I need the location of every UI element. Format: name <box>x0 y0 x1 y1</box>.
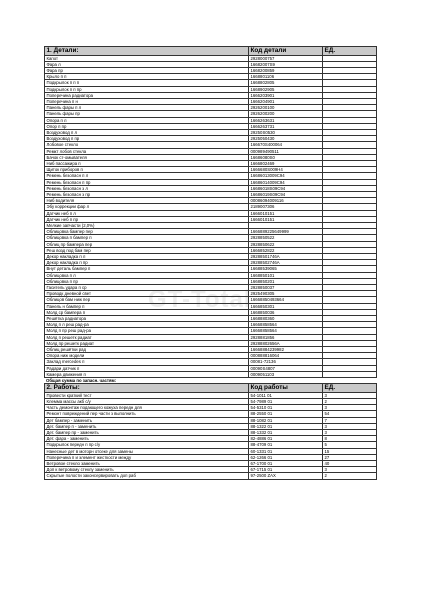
part-code-cell: 1668200859 <box>249 67 323 73</box>
part-code-cell: 16668884239982 <box>249 347 323 353</box>
part-name-cell: Ремень безопасн п л <box>45 173 249 179</box>
part-name-cell: Заклад mercedes п <box>45 359 249 365</box>
part-code-cell: 1668880360 <box>249 316 323 322</box>
part-name-cell: Облицовка п пр <box>45 278 249 284</box>
part-name-cell: Опора ниж модели <box>45 353 249 359</box>
works-header-code: Код работы <box>249 384 323 393</box>
part-code-cell: 29288501746A <box>249 254 323 260</box>
part-code-cell: 1668850036 <box>249 309 323 315</box>
part-code-cell: 1668902905 <box>249 86 323 92</box>
part-name-cell: Камера движения п <box>45 371 249 377</box>
part-code-cell: 1666010151 <box>249 210 323 216</box>
part-code-cell: 1668801106 <box>249 74 323 80</box>
part-name-cell: Датчик неб п л <box>45 210 249 216</box>
part-name-cell: Молд пр решетк радиат <box>45 340 249 346</box>
part-code-cell: 29288502746A <box>249 260 323 266</box>
part-name-cell: Молд п л реш рад-ра <box>45 322 249 328</box>
work-name-cell: Дет. бампер п - заменить <box>45 423 249 429</box>
parts-table <box>44 46 377 480</box>
part-code-cell: 2928850522 <box>249 235 323 241</box>
part-name-cell: Поперечина радиатора <box>45 92 249 98</box>
part-code-cell: 16682007S9 <box>249 61 323 67</box>
part-name-cell: Молд ср бампера п <box>45 309 249 315</box>
part-name-cell: Крыло п п <box>45 74 249 80</box>
part-name-cell: Облиц решётки рад <box>45 347 249 353</box>
part-name-cell: Ремень безопасн п пр <box>45 179 249 185</box>
work-name-cell: Провести краткий тест <box>45 392 249 398</box>
works-header-unit: ЕД. <box>323 384 377 393</box>
parts-header-name: 1. Детали: <box>45 47 249 56</box>
part-name-cell: Панель фары п л <box>45 105 249 111</box>
part-name-cell: Облицовка бампер пер <box>45 229 249 235</box>
part-name-cell: Поперечина п н <box>45 98 249 104</box>
part-name-cell: Щиток приборов п <box>45 167 249 173</box>
part-code-cell: 16668858564 <box>249 328 323 334</box>
part-code-cell: 16668850493664 <box>249 297 323 303</box>
part-name-cell: Облицов бам ниж пер <box>45 297 249 303</box>
work-code-cell: 54-7989 01 <box>249 398 323 404</box>
part-code-cell: 1668850101 <box>249 272 323 278</box>
work-unit-cell: 54 <box>323 411 377 417</box>
work-name-cell: Клемма массы акб с/у <box>45 398 249 404</box>
work-name-cell: Нанесные дет в моторн отсеке для замены <box>45 448 249 454</box>
part-name-cell: Облиц пр бампера пер <box>45 241 249 247</box>
part-name-cell: Воздуховод п л <box>45 129 249 135</box>
work-unit-cell: 7 <box>323 417 377 423</box>
parts-header-row <box>45 47 377 56</box>
part-code-cell: 16686080S0 <box>249 154 323 160</box>
work-unit-cell: 3 <box>323 405 377 411</box>
part-name-cell: Подкрылок п п пр <box>45 86 249 92</box>
work-code-cell: 88-1082 01 <box>249 417 323 423</box>
part-code-cell: 2928881856 <box>249 334 323 340</box>
part-code-cell: 16686019S09C94 <box>249 191 323 197</box>
work-unit-cell: 3 <box>323 392 377 398</box>
part-name-cell: Внут деталь бампер п <box>45 266 249 272</box>
part-name-cell: Реш возд под бам пер <box>45 247 249 253</box>
part-code-cell: 16668858564 <box>249 322 323 328</box>
part-code-cell: 2926200100 <box>249 105 323 111</box>
work-code-cell: 62-1266 01 <box>249 454 323 460</box>
parts-total-label: Общая сумма по запасн. частям: <box>46 378 117 384</box>
work-row <box>45 473 377 479</box>
work-unit-cell: 15 <box>323 448 377 454</box>
work-code-cell: 88-4709 01 <box>249 442 323 448</box>
work-code-cell: 88-1332 01 <box>249 429 323 435</box>
work-unit-cell: 40 <box>323 461 377 467</box>
part-name-cell: Облицовка п бампер п <box>45 235 249 241</box>
part-code-cell: 1666010151 <box>249 216 323 222</box>
part-name-cell: Подкрылок п п п <box>45 80 249 86</box>
part-code-cell: 1668850201 <box>249 278 323 284</box>
part-name-cell: Ремень безопасн з пр <box>45 191 249 197</box>
work-code-cell: 88-1322 01 <box>249 423 323 429</box>
part-code-cell: 2926200200 <box>249 111 323 117</box>
part-name-cell: Бачок ст-омывателя <box>45 154 249 160</box>
part-code-cell: 2189007306 <box>249 204 323 210</box>
part-code-cell: 29250S0530 <box>249 129 323 135</box>
part-name-cell: Декор накладка п л <box>45 254 249 260</box>
work-code-cell: 82-4886 01 <box>249 436 323 442</box>
part-name-cell: Проводк дневной свет <box>45 291 249 297</box>
work-name-cell: Ветровое стекло заменить <box>45 461 249 467</box>
part-name-cell: Фара л <box>45 61 249 67</box>
watermark: GT-Total <box>148 286 252 313</box>
part-code-cell: 2925050430 <box>249 136 323 142</box>
estimate-sheet <box>44 46 376 480</box>
part-name-cell: Облицовка п л <box>45 272 249 278</box>
part-code-cell: 1668802805 <box>249 80 323 86</box>
work-name-cell: Дет бампер - заменить <box>45 417 249 423</box>
part-code-cell: 000989490511 <box>249 148 323 154</box>
part-name-cell: Капот <box>45 55 249 61</box>
part-name-cell: Молд п пр реш рад-ра <box>45 328 249 334</box>
works-header-name: 2. Работы: <box>45 384 249 393</box>
work-unit-cell: 2 <box>323 473 377 479</box>
part-code-cell: 2928850622 <box>249 241 323 247</box>
part-name-cell: Фара пр <box>45 67 249 73</box>
work-code-cell: 88-2550 01 <box>249 411 323 417</box>
work-name-cell: Часть демонтаж подающего кожуха передн для <box>45 405 249 411</box>
work-code-cell: 67-1700 01 <box>249 461 323 467</box>
work-name-cell: Скрытые полости законсервировать доп раб <box>45 473 249 479</box>
part-code-cell: 2925490305 <box>249 291 323 297</box>
work-code-cell: 67-1715 01 <box>249 467 323 473</box>
work-name-cell: Поперечина п и элемент жесткости между <box>45 454 249 460</box>
part-code-cell: 1666802469 <box>249 160 323 166</box>
part-name-cell: Датчик неб п пр <box>45 216 249 222</box>
work-name-cell: Дет. фара - заменить <box>45 436 249 442</box>
part-name-cell: Ниб водителя <box>45 198 249 204</box>
parts-header-code: Код детали <box>249 47 323 56</box>
part-code-cell: 1666263731 <box>249 123 323 129</box>
work-unit-cell: 2 <box>323 398 377 404</box>
part-name-cell: Мелкие запчасти (2,0%) <box>45 222 249 228</box>
part-code-cell: 1666263631 <box>249 117 323 123</box>
part-code-cell: 1666680S009H4 <box>249 167 323 173</box>
part-code-cell: 166670S400064 <box>249 142 323 148</box>
part-name-cell: Ниб пассажира п <box>45 160 249 166</box>
work-code-cell: 60-1331 01 <box>249 448 323 454</box>
part-code-cell: 00086094009116 <box>249 198 323 204</box>
part-code-cell: 1666850301 <box>249 303 323 309</box>
work-unit-cell: 3 <box>323 423 377 429</box>
part-code-cell: 000888816064 <box>249 353 323 359</box>
part-name-cell: Ремень безопасн з л <box>45 185 249 191</box>
work-code-cell: 97-2500 ZAX <box>249 473 323 479</box>
work-unit-cell: 27 <box>323 454 377 460</box>
part-code-cell: 16686018S09C94 <box>249 185 323 191</box>
part-code-cell: 16688539065 <box>249 266 323 272</box>
part-name-cell: Гаситель удара п ср <box>45 285 249 291</box>
part-name-cell: Ремкт лобов стекла <box>45 148 249 154</box>
part-name-cell: Панель фары пр <box>45 111 249 117</box>
part-name-cell: Воздуховод п пр <box>45 136 249 142</box>
part-code-cell: 0009051103 <box>249 371 323 377</box>
part-name-cell: Лобовое стекло <box>45 142 249 148</box>
part-name-cell: Декор накладка п пр <box>45 260 249 266</box>
work-name-cell: Подкрылок передн п пр с/у <box>45 442 249 448</box>
part-code-cell: 2928850037 <box>249 285 323 291</box>
part-code-cell: 29288802656A <box>249 340 323 346</box>
part-name-cell: Решётка радиатора <box>45 316 249 322</box>
part-code-cell: 2928000757 <box>249 55 323 61</box>
part-code-cell: 1666889225649999 <box>249 229 323 235</box>
part-code-cell: 16686014009C94 <box>249 179 323 185</box>
work-code-cell: 54-1011 01 <box>249 392 323 398</box>
part-name-cell: Панель н бампер п <box>45 303 249 309</box>
part-name-cell: Эбу коррекции фар л <box>45 204 249 210</box>
parts-header-unit: ЕД. <box>323 47 377 56</box>
part-code-cell: 1666852822 <box>249 247 323 253</box>
work-name-cell: Доп к ветровому стеклу заменить <box>45 467 249 473</box>
work-unit-cell: 3 <box>323 467 377 473</box>
part-code-cell: 00081-72136 <box>249 359 323 365</box>
work-code-cell: 54-5310 01 <box>249 405 323 411</box>
part-code-cell: 16686013009C94 <box>249 173 323 179</box>
part-name-cell: Молд п решетк радиат <box>45 334 249 340</box>
work-name-cell: Дет. бампер пр - заменить <box>45 429 249 435</box>
works-header-row <box>45 384 377 393</box>
work-unit-cell: 3 <box>323 429 377 435</box>
part-code-cell: 00090S4807 <box>249 365 323 371</box>
work-unit-cell: 8 <box>323 436 377 442</box>
part-code-cell: 1666203901 <box>249 92 323 98</box>
part-name-cell: Радари датчик п <box>45 365 249 371</box>
part-name-cell: Опор п пр <box>45 123 249 129</box>
part-name-cell: Опора п л <box>45 117 249 123</box>
work-name-cell: Ремонт повреждений пер части з выполнить <box>45 411 249 417</box>
work-unit-cell: 5 <box>323 442 377 448</box>
part-code-cell: 1666204901 <box>249 98 323 104</box>
